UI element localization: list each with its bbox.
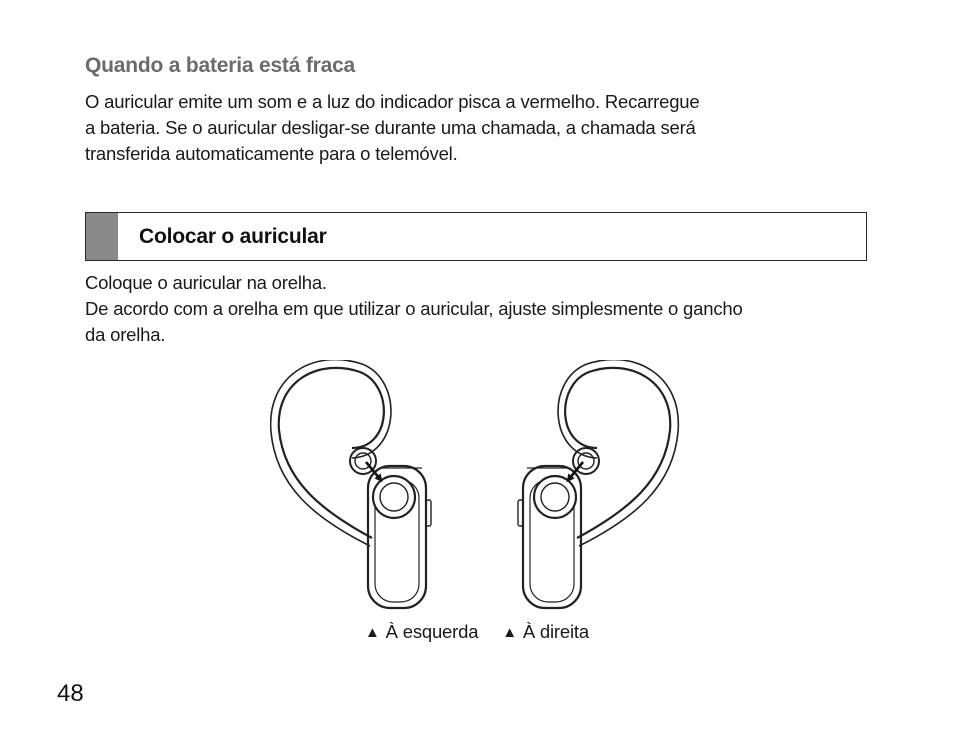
text-line: transferida automaticamente para o telemóvel. [85, 143, 458, 164]
caption-left-label: À esquerda [385, 621, 479, 642]
text-line: a bateria. Se o auricular desligar-se durante uma chamada, a chamada será [85, 117, 696, 138]
wearing-instructions [85, 270, 743, 348]
triangle-marker-icon: ▲ [502, 624, 517, 641]
section-title: Colocar o auricular [139, 225, 327, 248]
section-marker [86, 213, 118, 260]
headset-illustration [270, 360, 680, 616]
text-line: De acordo com a orelha em que utilizar o auricular, ajuste simplesmente o gancho [85, 298, 743, 319]
text-line: da orelha. [85, 324, 166, 345]
headset-right-ear-icon [518, 360, 678, 608]
figure-captions [365, 621, 589, 643]
headset-left-ear-icon [271, 360, 431, 608]
triangle-marker-icon: ▲ [365, 624, 380, 641]
caption-right-label: À direita [522, 621, 589, 642]
caption-right [502, 621, 589, 643]
low-battery-text [85, 89, 700, 167]
section-header [85, 212, 867, 261]
page-number: 48 [57, 680, 84, 707]
text-line: O auricular emite um som e a luz do indicador pisca a vermelho. Recarregue [85, 91, 700, 112]
low-battery-heading: Quando a bateria está fraca [85, 54, 356, 77]
caption-left [365, 621, 478, 643]
text-line: Coloque o auricular na orelha. [85, 272, 327, 293]
